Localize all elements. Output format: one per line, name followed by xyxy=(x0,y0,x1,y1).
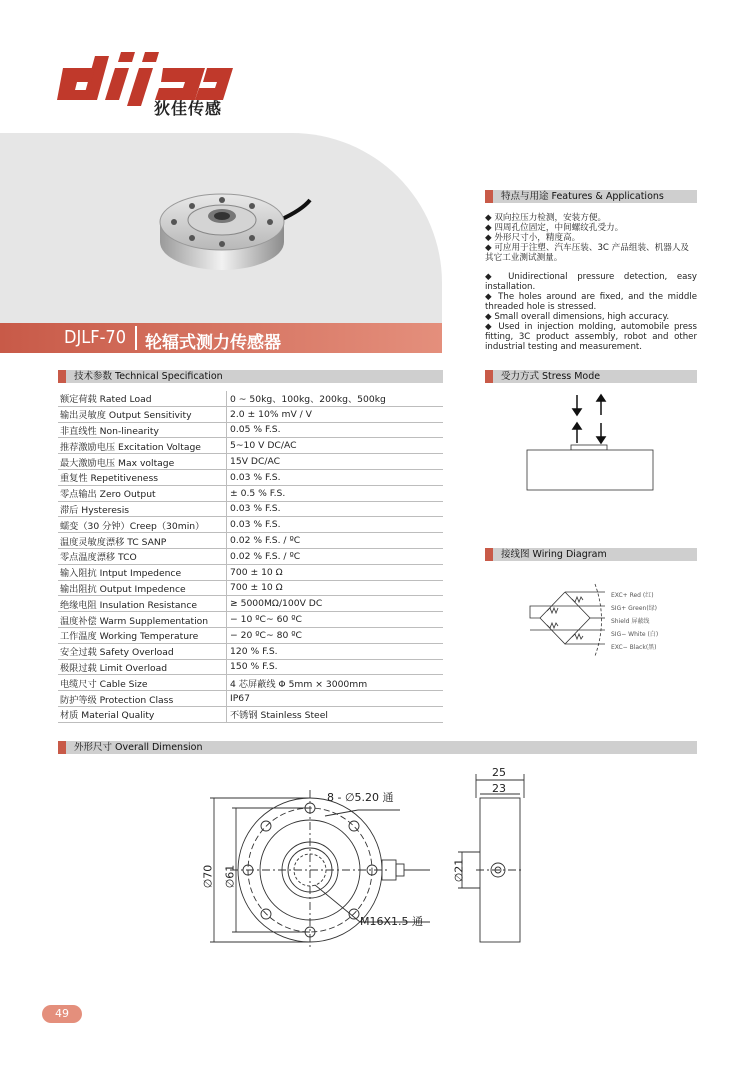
spec-value: ± 0.5 % F.S. xyxy=(227,485,444,501)
spec-value: 2.0 ± 10% mV / V xyxy=(227,406,444,422)
spec-label: 最大激励电压 Max voltage xyxy=(58,454,227,470)
spec-row xyxy=(58,501,443,517)
spec-label: 输入阻抗 Intput Impedence xyxy=(58,564,227,580)
spec-row xyxy=(58,643,443,659)
wire-label-sig-minus: SIG− White (白) xyxy=(611,631,659,638)
spec-value: 700 ± 10 Ω xyxy=(227,564,444,580)
spec-label: 材质 Material Quality xyxy=(58,706,227,722)
spec-row xyxy=(58,406,443,422)
spec-row xyxy=(58,454,443,470)
spec-row xyxy=(58,612,443,628)
spec-row xyxy=(58,438,443,454)
spec-label: 温度补偿 Warm Supplementation xyxy=(58,612,227,628)
dimension-header: 外形尺寸 Overall Dimension xyxy=(58,741,697,754)
spec-label: 蠕变（30 分钟）Creep（30min） xyxy=(58,517,227,533)
wire-label-exc-minus: EXC− Black(黑) xyxy=(611,644,657,651)
spec-row xyxy=(58,391,443,406)
features-en-list xyxy=(485,272,697,352)
spec-value: 120 % F.S. xyxy=(227,643,444,659)
spec-label: 额定荷载 Rated Load xyxy=(58,391,227,406)
stress-mode-diagram xyxy=(525,393,655,493)
spec-row xyxy=(58,485,443,501)
dim-total-height: 25 xyxy=(492,766,506,779)
spec-row xyxy=(58,627,443,643)
spec-row xyxy=(58,659,443,675)
wire-label-exc-plus: EXC+ Red (红) xyxy=(611,592,654,599)
spec-value: 0.03 % F.S. xyxy=(227,469,444,485)
feature-cn-item: ◆ 四周孔位固定，中间螺纹孔受力。 xyxy=(485,223,624,233)
spec-row xyxy=(58,533,443,549)
product-name-cn: 轮辐式测力传感器 xyxy=(145,333,281,353)
spec-label: 推荐激励电压 Excitation Voltage xyxy=(58,438,227,454)
features-cn-list xyxy=(485,213,697,263)
spec-value: − 20 ºC~ 80 ºC xyxy=(227,627,444,643)
spec-value: 4 芯屏蔽线 Φ 5mm × 3000mm xyxy=(227,675,444,691)
spec-label: 工作温度 Working Temperature xyxy=(58,627,227,643)
spec-row xyxy=(58,596,443,612)
wiring-header: 接线图 Wiring Diagram xyxy=(485,548,697,561)
spec-label: 重复性 Repetitiveness xyxy=(58,469,227,485)
dim-hole-pattern: 8 - ∅5.20 通 xyxy=(327,791,394,804)
feature-en-item: ◆ Small overall dimensions, high accuracy. xyxy=(485,312,670,322)
spec-row xyxy=(58,517,443,533)
dim-center-thread: M16X1.5 通 xyxy=(360,915,424,928)
spec-header: 技术参数 Technical Specification xyxy=(58,370,443,383)
spec-label: 安全过载 Safety Overload xyxy=(58,643,227,659)
spec-label: 输出灵敏度 Output Sensitivity xyxy=(58,406,227,422)
feature-en-item: ◆ Unidirectional pressure detection, easy installation. xyxy=(485,272,697,292)
spec-label: 绝缘电阻 Insulation Resistance xyxy=(58,596,227,612)
stress-header: 受力方式 Stress Mode xyxy=(485,370,697,383)
wire-label-shield: Shield 屏蔽线 xyxy=(611,618,650,625)
product-model: DJLF-70 xyxy=(64,327,127,348)
spec-value: 0.02 % F.S. / ºC xyxy=(227,533,444,549)
spec-label: 防护等级 Protection Class xyxy=(58,691,227,707)
feature-cn-item: ◆ 外形尺寸小，精度高。 xyxy=(485,233,581,243)
spec-label: 非直线性 Non-linearity xyxy=(58,422,227,438)
wiring-bridge-diagram xyxy=(520,580,610,660)
spec-value: 15V DC/AC xyxy=(227,454,444,470)
feature-cn-item: ◆ 双向拉压力检测，安装方便。 xyxy=(485,213,607,223)
spec-value: 0.03 % F.S. xyxy=(227,517,444,533)
spec-row xyxy=(58,469,443,485)
spec-value: 700 ± 10 Ω xyxy=(227,580,444,596)
dim-body-height: 23 xyxy=(492,782,506,795)
spec-value: 0.05 % F.S. xyxy=(227,422,444,438)
spec-value: IP67 xyxy=(227,691,444,707)
product-image xyxy=(152,180,312,280)
spec-label: 零点温度漂移 TCO xyxy=(58,548,227,564)
spec-row xyxy=(58,580,443,596)
spec-value: 不锈钢 Stainless Steel xyxy=(227,706,444,722)
features-header: 特点与用途 Features & Applications xyxy=(485,190,697,203)
spec-value: 0.02 % F.S. / ºC xyxy=(227,548,444,564)
wire-label-sig-plus: SIG+ Green(绿) xyxy=(611,605,658,612)
spec-label: 输出阻抗 Output Impedence xyxy=(58,580,227,596)
dim-outer-diameter: ∅70 xyxy=(201,864,215,889)
spec-label: 温度灵敏度漂移 TC SANP xyxy=(58,533,227,549)
spec-row xyxy=(58,675,443,691)
page-number: 49 xyxy=(42,1005,82,1023)
spec-label: 极限过载 Limit Overload xyxy=(58,659,227,675)
spec-row xyxy=(58,691,443,707)
spec-row xyxy=(58,564,443,580)
spec-value: 5~10 V DC/AC xyxy=(227,438,444,454)
title-divider xyxy=(135,326,137,350)
spec-row xyxy=(58,422,443,438)
dimension-drawing xyxy=(200,770,670,950)
spec-value: 0.03 % F.S. xyxy=(227,501,444,517)
spec-label: 滞后 Hysteresis xyxy=(58,501,227,517)
spec-value: 0 ~ 50kg、100kg、200kg、500kg xyxy=(227,391,444,406)
spec-value: 150 % F.S. xyxy=(227,659,444,675)
brand-name-cn: 狄佳传感 xyxy=(154,99,223,118)
spec-value: ≥ 5000MΩ/100V DC xyxy=(227,596,444,612)
feature-en-item: ◆ The holes around are fixed, and the middle threaded hole is stressed. xyxy=(485,292,697,312)
spec-table xyxy=(58,391,443,723)
spec-value: − 10 ºC~ 60 ºC xyxy=(227,612,444,628)
dim-bolt-circle: ∅61 xyxy=(223,864,237,889)
dim-hub-diameter: ∅21 xyxy=(452,858,466,883)
spec-label: 零点输出 Zero Output xyxy=(58,485,227,501)
spec-row xyxy=(58,706,443,722)
spec-row xyxy=(58,548,443,564)
feature-en-item: ◆ Used in injection molding, automobile press fitting, 3C product assembly, robot and other industrial testing and measurement. xyxy=(485,322,697,352)
spec-label: 电缆尺寸 Cable Size xyxy=(58,675,227,691)
feature-cn-item: ◆ 可应用于注塑、汽车压装、3C 产品组装、机器人及其它工业测试测量。 xyxy=(485,243,690,263)
